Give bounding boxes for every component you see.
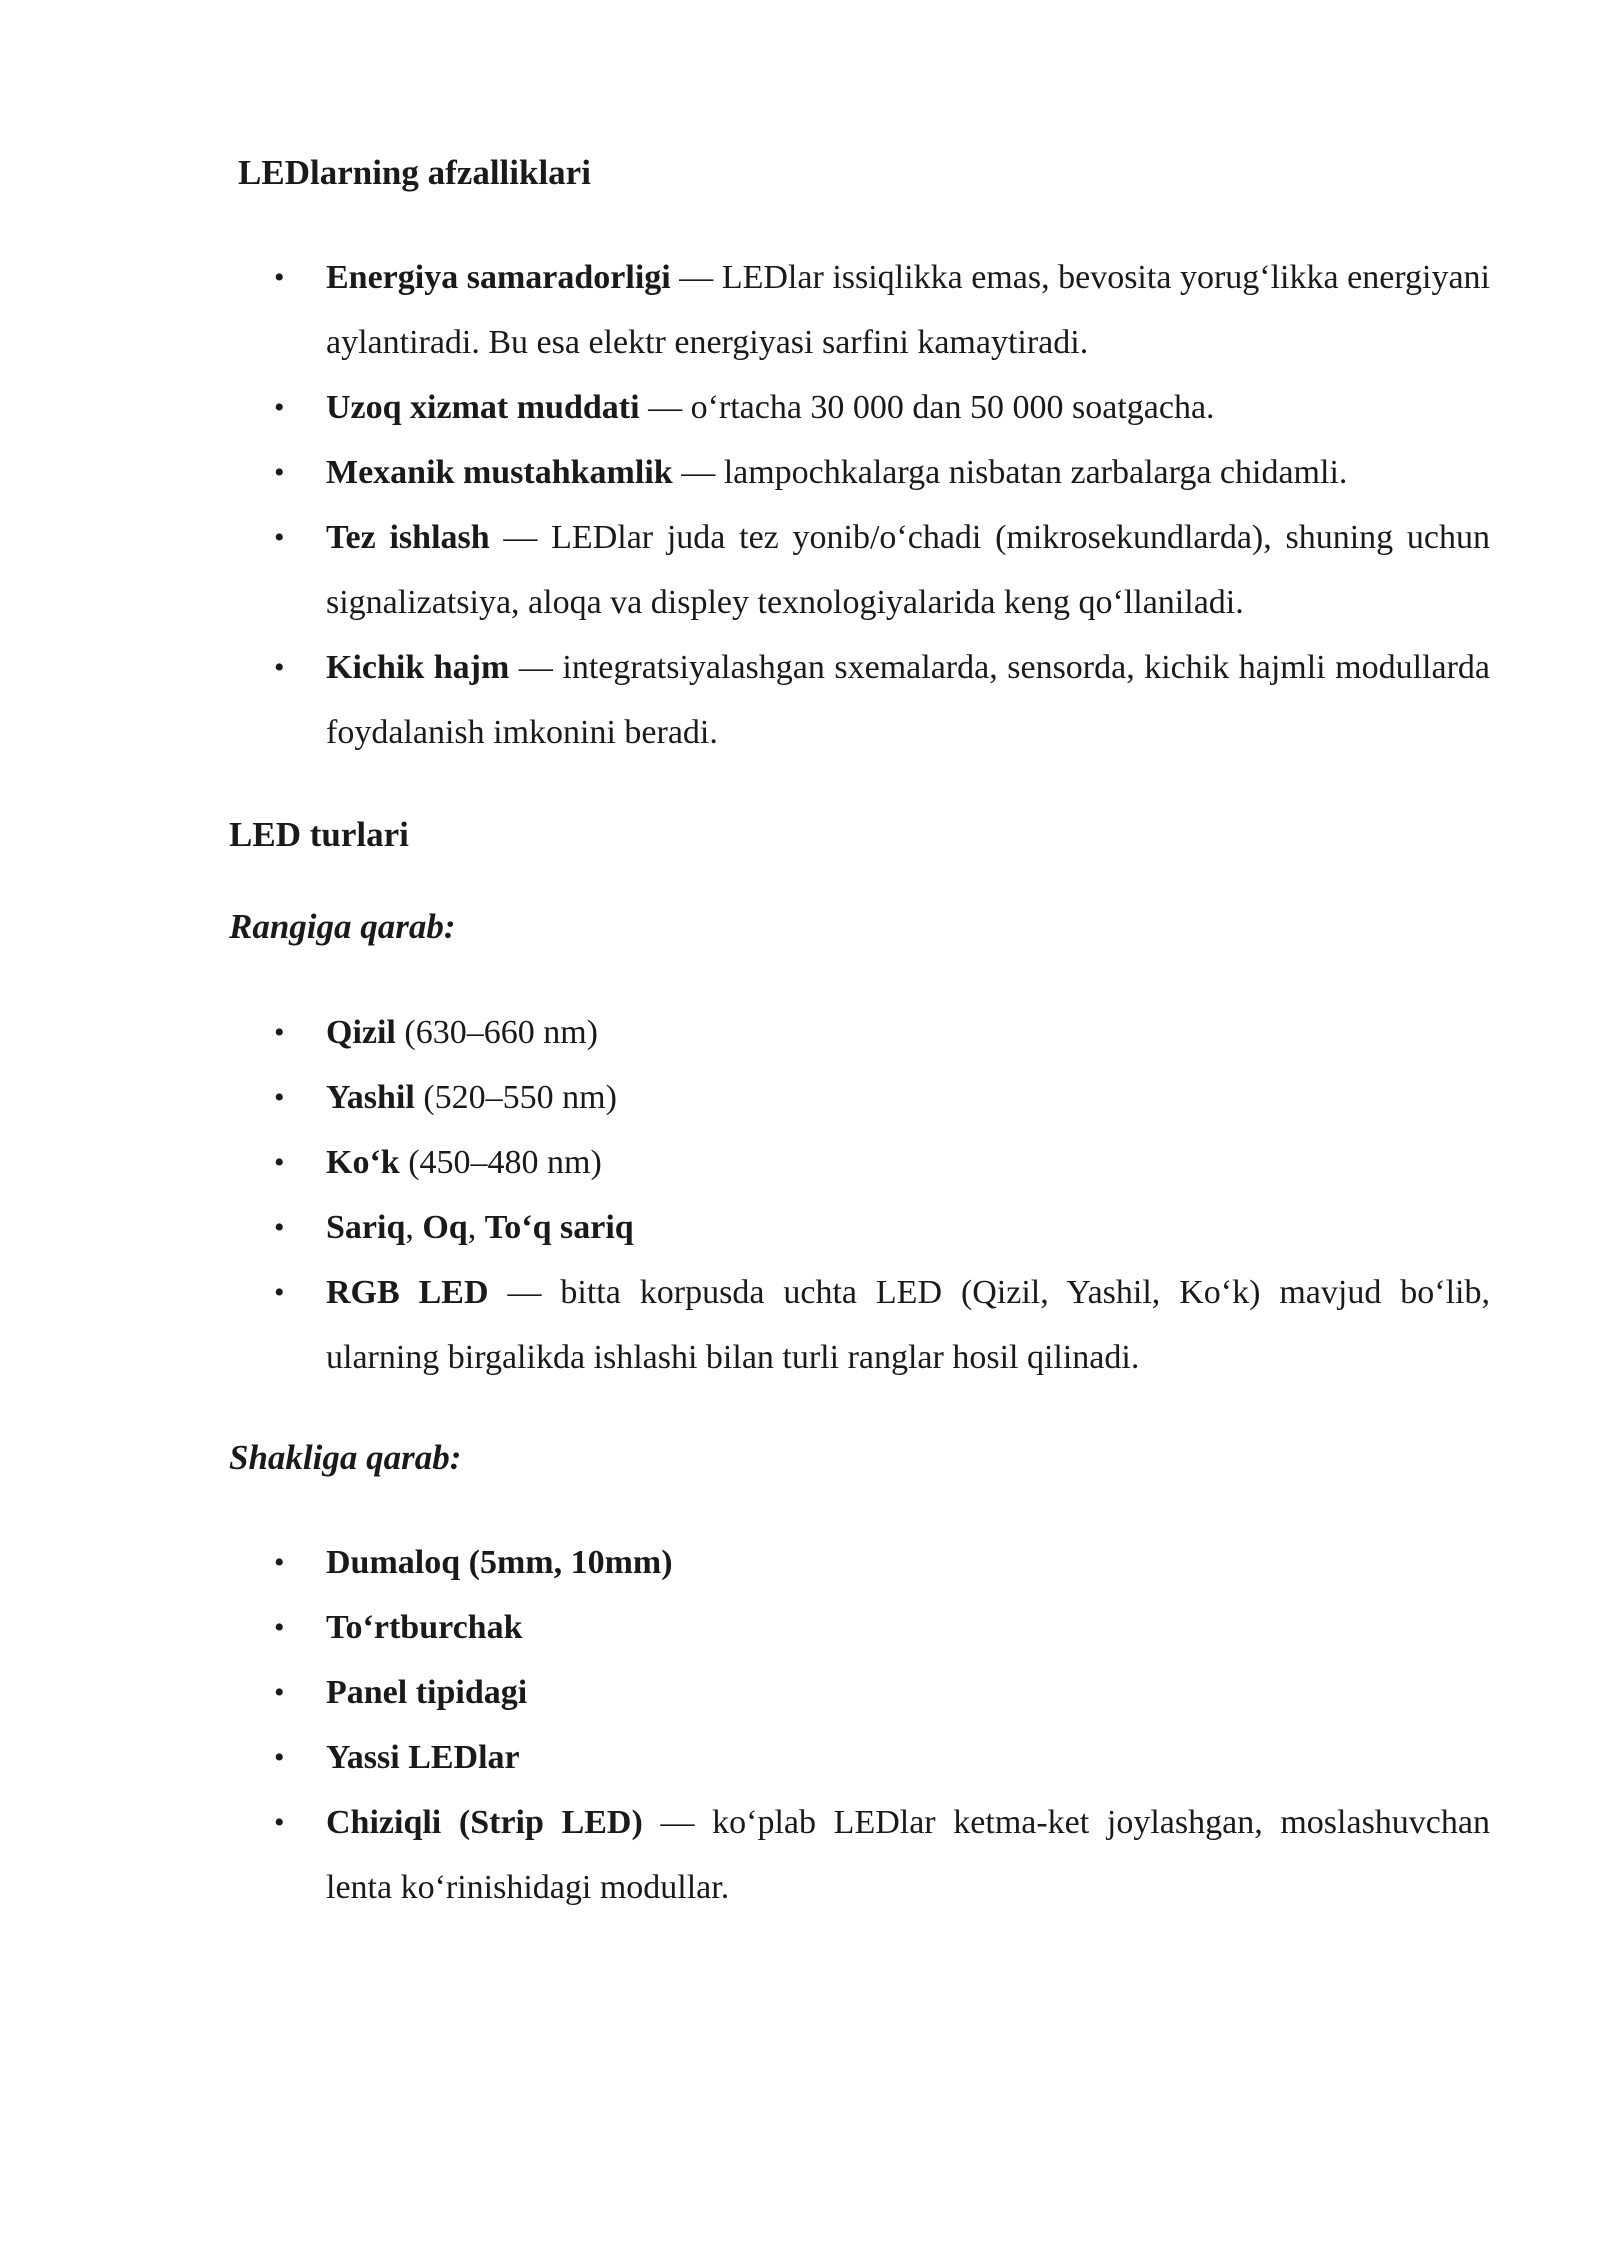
bullet-icon: •: [274, 456, 285, 489]
list-item: [228, 1195, 1490, 1260]
list-item-term: Sariq: [326, 1209, 406, 1246]
bullet-icon: •: [274, 1741, 285, 1774]
list-item-term: Dumaloq (5mm, 10mm): [326, 1544, 673, 1581]
list-item-text: — o‘rtacha 30 000 dan 50 000 soatgacha.: [639, 389, 1215, 426]
list-item-term: Yashil: [326, 1079, 415, 1116]
list-item: [228, 1065, 1490, 1130]
list-item: [228, 1595, 1490, 1660]
bullet-icon: •: [274, 1081, 285, 1114]
list-item-text: (450–480 nm): [399, 1144, 602, 1181]
list-item-term: Panel tipidagi: [326, 1674, 528, 1711]
list-item: [228, 1660, 1490, 1725]
list-item-term: To‘rtburchak: [326, 1609, 523, 1646]
section-heading-led-types: LED turlari: [229, 815, 409, 854]
list-item: [228, 635, 1490, 765]
subheading-by-color: Rangiga qarab:: [229, 907, 456, 946]
bullet-icon: •: [274, 261, 285, 294]
list-item-term: Kichik hajm: [326, 649, 510, 686]
bullet-icon: •: [274, 391, 285, 424]
list-item-text: — integratsiyalashgan sxemalarda, sensorda, kichik hajmli modullarda foydalanish imkonini beradi.: [326, 649, 1490, 751]
bullet-icon: •: [274, 1806, 285, 1839]
list-item-text: (520–550 nm): [414, 1079, 617, 1116]
list-item: [228, 1000, 1490, 1065]
list-item-term: Uzoq xizmat muddati: [326, 389, 640, 426]
list-item: [228, 1130, 1490, 1195]
list-item-term: Mexanik mustahkamlik: [326, 454, 673, 491]
list-item-term: Chiziqli (Strip LED): [326, 1804, 643, 1841]
bullet-icon: •: [274, 1676, 285, 1709]
bullet-icon: •: [274, 521, 285, 554]
bullet-icon: •: [274, 1546, 285, 1579]
list-item: [228, 440, 1490, 505]
bullet-icon: •: [274, 1276, 285, 1309]
list-item-text: — bitta korpusda uchta LED (Qizil, Yashil, Ko‘k) mavjud bo‘lib, ularning birgalikda ishlashi bilan turli ranglar hosil qilinadi.: [326, 1274, 1490, 1376]
list-item-term: Qizil: [326, 1014, 396, 1051]
list-item-term: Tez ishlash: [326, 519, 490, 556]
list-item-separator: ,: [405, 1209, 423, 1246]
list-item: [228, 1790, 1490, 1920]
list-item-term: RGB LED: [326, 1274, 489, 1311]
bullet-icon: •: [274, 1016, 285, 1049]
bullet-icon: •: [274, 1611, 285, 1644]
list-item-term: Energiya samaradorligi: [326, 259, 671, 296]
list-item-separator: ,: [467, 1209, 485, 1246]
list-item-term: Yassi LEDlar: [326, 1739, 520, 1776]
bullet-icon: •: [274, 1146, 285, 1179]
list-item-term: To‘q sariq: [484, 1209, 634, 1246]
shape-types-list: [228, 1530, 1490, 1920]
list-item: [228, 505, 1490, 635]
list-item: [228, 375, 1490, 440]
color-types-list: [228, 1000, 1490, 1390]
bullet-icon: •: [274, 1211, 285, 1244]
list-item: [228, 1260, 1490, 1390]
subheading-by-shape: Shakliga qarab:: [229, 1438, 462, 1477]
list-item-text: — LEDlar juda tez yonib/o‘chadi (mikrosekundlarda), shuning uchun signalizatsiya, aloqa va displey texnologiyalarida keng qo‘llaniladi.: [326, 519, 1491, 621]
advantages-list: [228, 245, 1490, 765]
list-item-text: (630–660 nm): [395, 1014, 598, 1051]
list-item: [228, 1725, 1490, 1790]
list-item-term: Ko‘k: [326, 1144, 400, 1181]
section-heading-advantages: LEDlarning afzalliklari: [238, 153, 591, 192]
list-item-text: — lampochkalarga nisbatan zarbalarga chidamli.: [672, 454, 1348, 491]
list-item: [228, 245, 1490, 375]
list-item: [228, 1530, 1490, 1595]
list-item-text: — LEDlar issiqlikka emas, bevosita yorug‘likka energiyani aylantiradi. Bu esa elektr energiyasi sarfini kamaytiradi.: [326, 259, 1490, 361]
list-item-text: — ko‘plab LEDlar ketma-ket joylashgan, moslashuvchan lenta ko‘rinishidagi modullar.: [326, 1804, 1490, 1906]
bullet-icon: •: [274, 651, 285, 684]
list-item-term: Oq: [422, 1209, 468, 1246]
